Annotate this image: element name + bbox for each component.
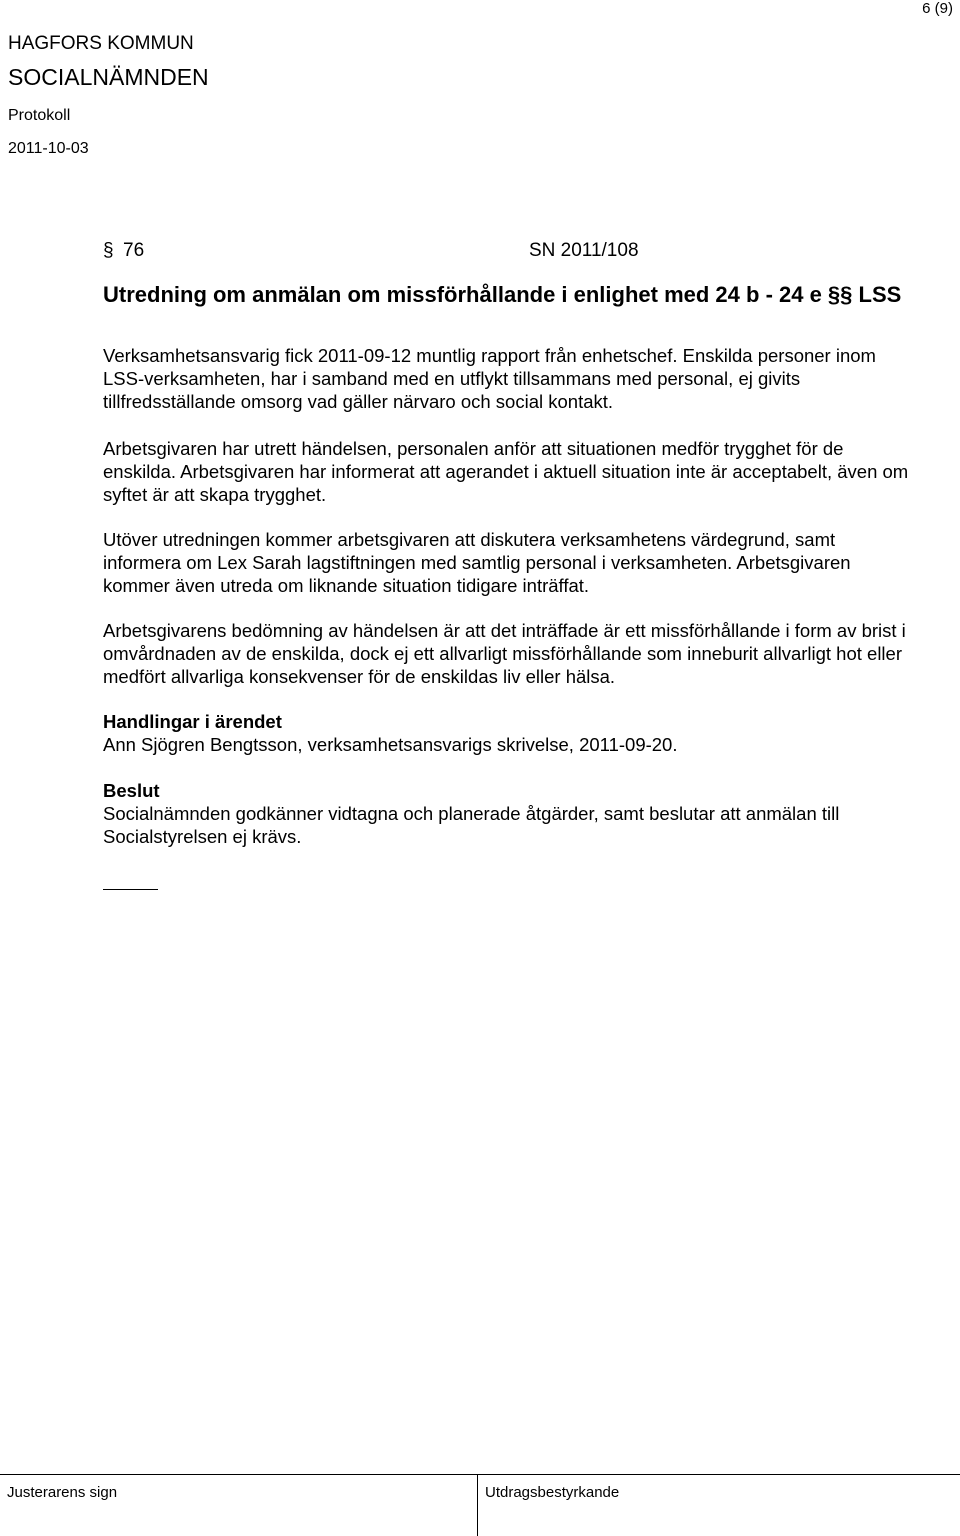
body-paragraph-2: Arbetsgivaren har utrett händelsen, personalen anför att situationen medför trygghet för de enskilda. Arbetsgivaren har informerat att agerandet i aktuell situation inte är acceptabelt, även om syftet är att skapa trygghet. [103,438,909,505]
body-paragraph-1: Verksamhetsansvarig fick 2011-09-12 muntlig rapport från enhetschef. Enskilda personer inom LSS-verksamheten, har i samband med en utflykt tillsammans med personal, ej givits tillfredsställande omsorg vad gäller närvaro och social kontakt. [103,345,876,412]
municipality-name: HAGFORS KOMMUN [8,33,194,54]
document-date: 2011-10-03 [8,140,89,157]
paragraph-heading [103,240,144,262]
footer-cell-certification [478,1475,956,1536]
documents-text: Ann Sjögren Bengtsson, verksamhetsansvarigs skrivelse, 2011-09-20. [103,734,678,755]
decision-heading: Beslut [103,780,160,801]
paragraph-symbol: § [103,240,114,261]
document-type: Protokoll [8,107,71,124]
case-number: SN 2011/108 [529,240,639,261]
body-paragraph-3: Utöver utredningen kommer arbetsgivaren att diskutera verksamhetens värdegrund, samt informera om Lex Sarah lagstiftningen med samtlig personal i verksamheten. Arbetsgivaren kommer även utreda om liknande situation tidigare inträffat. [103,529,851,596]
board-name: SOCIALNÄMNDEN [8,64,209,90]
page-number: 6 (9) [922,0,953,17]
footer-cell-adjuster [0,1475,478,1536]
paragraph-number: 76 [123,240,145,261]
extract-certification-label: Utdragsbestyrkande [485,1484,620,1501]
body-paragraph-4: Arbetsgivarens bedömning av händelsen är att det inträffade är ett missförhållande i form av brist i omvårdnaden av de enskilda, dock ej ett allvarligt missförhållande som inneburit allvarligt hot eller medfört allvarliga konsekvenser för de enskildas liv eller hälsa. [103,620,906,687]
documents-heading: Handlingar i ärendet [103,711,282,732]
adjuster-sign-label: Justerarens sign [7,1484,118,1501]
item-title: Utredning om anmälan om missförhållande i enlighet med 24 b - 24 e §§ LSS [103,282,902,307]
decision-text: Socialnämnden godkänner vidtagna och planerade åtgärder, samt beslutar att anmälan till Socialstyrelsen ej krävs. [103,803,840,847]
end-separator [103,889,158,890]
signature-footer [0,1474,960,1536]
